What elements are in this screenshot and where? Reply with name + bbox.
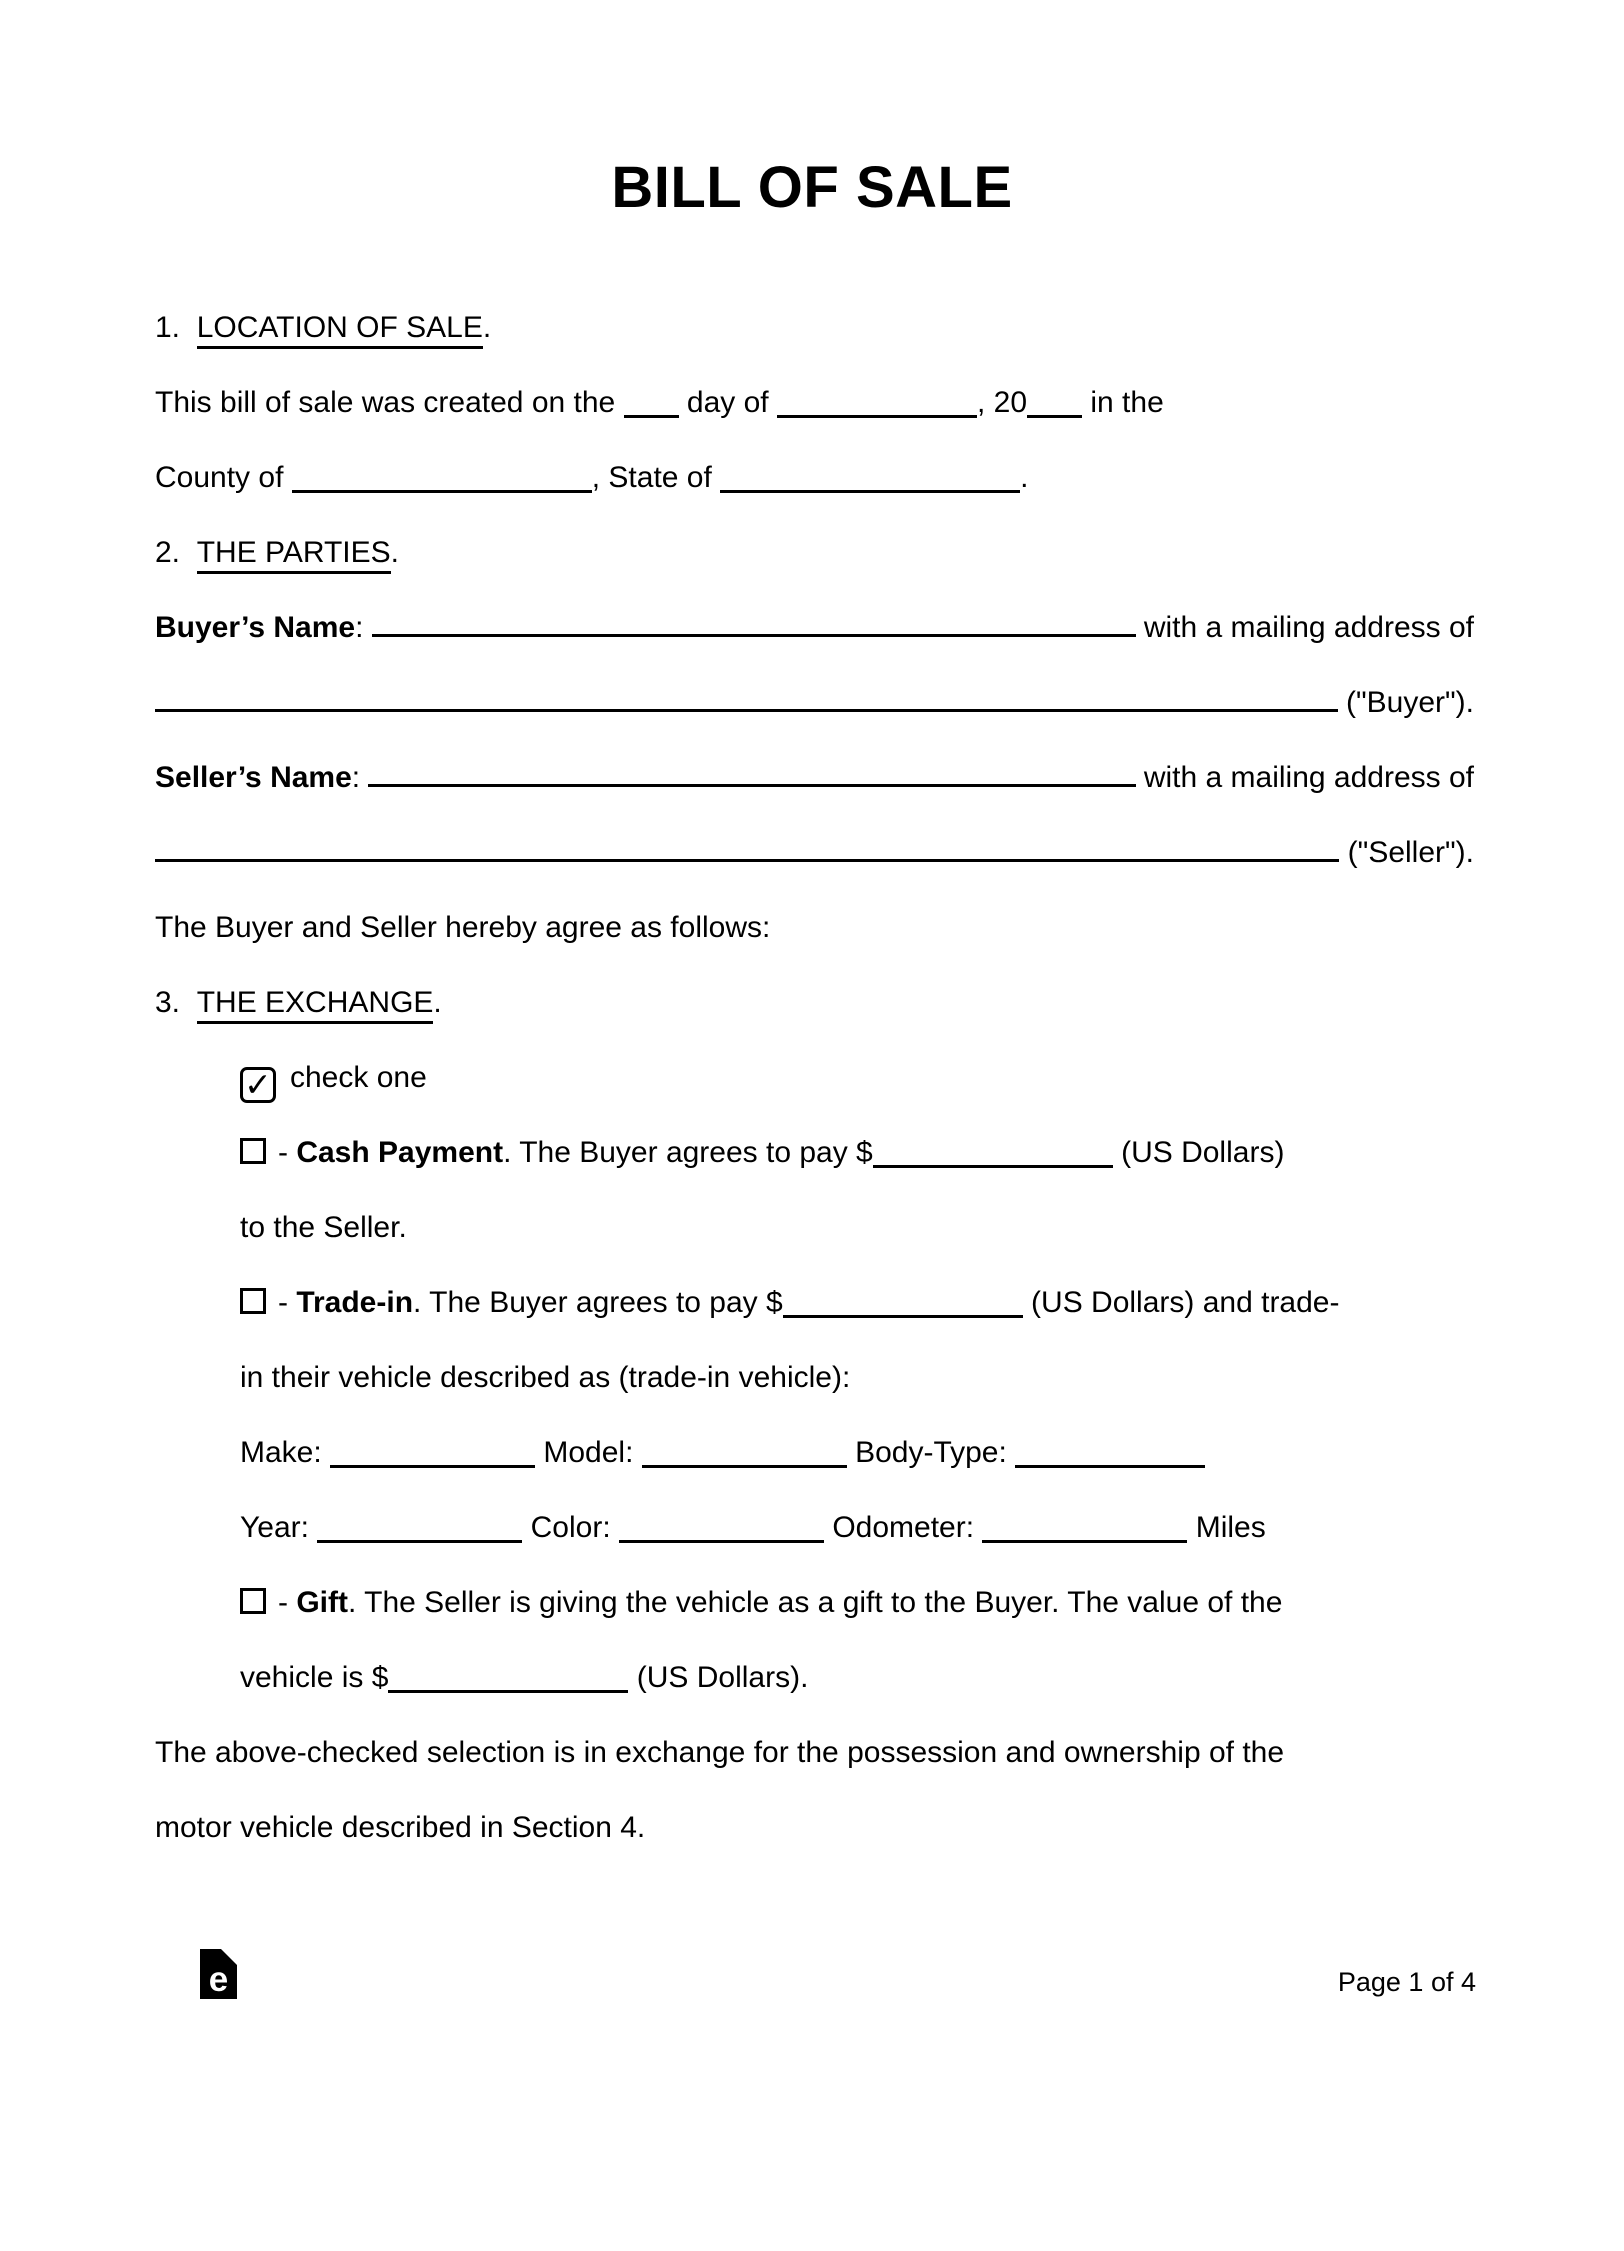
trade-in-vehicle-line-2: [155, 1490, 1474, 1565]
sale-date-line: [155, 365, 1474, 440]
page-number-label: Page 1 of 4: [1337, 1967, 1476, 1997]
gift-value-blank[interactable]: [388, 1660, 628, 1693]
cash-payment-checkbox[interactable]: [240, 1138, 266, 1164]
page-footer: [0, 1949, 1624, 1999]
text-segment: -: [278, 1286, 297, 1319]
text-segment: Make:: [240, 1436, 331, 1469]
text-segment: ("Seller").: [1339, 836, 1474, 869]
trade-in-amount-blank[interactable]: [783, 1285, 1023, 1318]
trade-in-line: [155, 1265, 1474, 1340]
trade-in-line-2: [155, 1340, 1474, 1415]
text-segment: to the Seller.: [240, 1211, 407, 1244]
seller-address-line: [155, 815, 1474, 890]
text-segment: day of: [678, 386, 777, 419]
cash-payment-line-2: [155, 1190, 1474, 1265]
text-segment: . The Seller is giving the vehicle as a gift to the Buyer. The value of the: [347, 1586, 1283, 1619]
text-segment: The above-checked selection is in exchange for the possession and ownership of the: [155, 1736, 1285, 1769]
text-segment: in the: [1082, 386, 1164, 419]
bold-text-segment: Cash Payment: [296, 1136, 504, 1169]
buyer-address-blank[interactable]: [155, 679, 1338, 712]
text-segment: .: [433, 986, 442, 1019]
text-segment: Color:: [522, 1511, 619, 1544]
vehicle-year-blank[interactable]: [317, 1510, 522, 1543]
cash-payment-line: [155, 1115, 1474, 1190]
exchange-closing-line-2: [155, 1790, 1474, 1865]
text-segment: with a mailing address of: [1135, 761, 1474, 794]
agreement-line: [155, 890, 1474, 965]
text-segment: .: [390, 536, 399, 569]
buyer-name-blank[interactable]: [372, 604, 1136, 637]
seller-address-blank[interactable]: [155, 829, 1339, 862]
check-one-line: [155, 1040, 1474, 1115]
text-segment: Body-Type:: [846, 1436, 1016, 1469]
text-segment: -: [278, 1136, 297, 1169]
model-blank[interactable]: [642, 1435, 847, 1468]
text-segment: (US Dollars): [1112, 1136, 1285, 1169]
text-segment: .: [1020, 461, 1029, 494]
text-segment: -: [278, 1586, 297, 1619]
text-segment: :: [355, 611, 372, 644]
bold-text-segment: Buyer’s Name: [155, 611, 356, 644]
text-segment: , 20: [976, 386, 1028, 419]
eforms-logo: [200, 1949, 237, 1999]
trade-in-checkbox[interactable]: [240, 1288, 266, 1314]
gift-line: [155, 1565, 1474, 1640]
text-segment: 1.: [155, 311, 197, 344]
text-segment: 3.: [155, 986, 197, 1019]
text-segment: (US Dollars).: [628, 1661, 809, 1694]
year-blank[interactable]: [1027, 385, 1082, 418]
logo-letter: e: [208, 1960, 229, 1999]
text-segment: The Buyer and Seller hereby agree as follows:: [155, 911, 771, 944]
text-segment: with a mailing address of: [1135, 611, 1474, 644]
seller-name-blank[interactable]: [368, 754, 1135, 787]
state-blank[interactable]: [720, 460, 1020, 493]
text-segment: .: [482, 311, 492, 344]
month-blank[interactable]: [777, 385, 977, 418]
sale-location-line: [155, 440, 1474, 515]
text-segment: . The Buyer agrees to pay $: [413, 1286, 783, 1319]
check-one-checkbox[interactable]: ✓: [240, 1067, 276, 1103]
text-segment: ("Buyer").: [1337, 686, 1474, 719]
bold-text-segment: Trade-in: [296, 1286, 414, 1319]
text-segment: Model:: [535, 1436, 642, 1469]
color-blank[interactable]: [619, 1510, 824, 1543]
gift-checkbox[interactable]: [240, 1588, 266, 1614]
buyer-address-line: [155, 665, 1474, 740]
document-lines: [0, 290, 1624, 1865]
document-title: BILL OF SALE: [611, 155, 1013, 220]
section-heading-text: THE PARTIES: [197, 536, 391, 574]
text-segment: check one: [290, 1061, 427, 1094]
bold-text-segment: Seller’s Name: [155, 761, 352, 794]
bold-text-segment: Gift: [296, 1586, 348, 1619]
text-segment: . The Buyer agrees to pay $: [503, 1136, 873, 1169]
section-heading-text: THE EXCHANGE: [197, 986, 434, 1024]
text-segment: , State of: [591, 461, 721, 494]
text-segment: in their vehicle described as (trade-in vehicle):: [240, 1361, 851, 1394]
seller-name-line: [155, 740, 1474, 815]
section-2-heading: [155, 515, 1474, 590]
text-segment: This bill of sale was created on the: [155, 386, 624, 419]
section-heading-text: LOCATION OF SALE: [197, 311, 483, 349]
gift-line-2: [155, 1640, 1474, 1715]
text-segment: Odometer:: [824, 1511, 983, 1544]
make-blank[interactable]: [330, 1435, 535, 1468]
text-segment: motor vehicle described in Section 4.: [155, 1811, 646, 1844]
body-type-blank[interactable]: [1015, 1435, 1205, 1468]
text-segment: 2.: [155, 536, 197, 569]
text-segment: County of: [155, 461, 292, 494]
odometer-blank[interactable]: [982, 1510, 1187, 1543]
county-blank[interactable]: [292, 460, 592, 493]
buyer-name-line: [155, 590, 1474, 665]
exchange-closing-line-1: [155, 1715, 1474, 1790]
text-segment: Miles: [1187, 1511, 1266, 1544]
text-segment: (US Dollars) and trade-: [1022, 1286, 1340, 1319]
trade-in-vehicle-line-1: [155, 1415, 1474, 1490]
section-1-heading: [155, 290, 1474, 365]
cash-amount-blank[interactable]: [873, 1135, 1113, 1168]
day-blank[interactable]: [624, 385, 679, 418]
section-3-heading: [155, 965, 1474, 1040]
document-page: [0, 150, 1624, 2251]
text-segment: vehicle is $: [240, 1661, 389, 1694]
text-segment: :: [351, 761, 369, 794]
text-segment: Year:: [240, 1511, 318, 1544]
